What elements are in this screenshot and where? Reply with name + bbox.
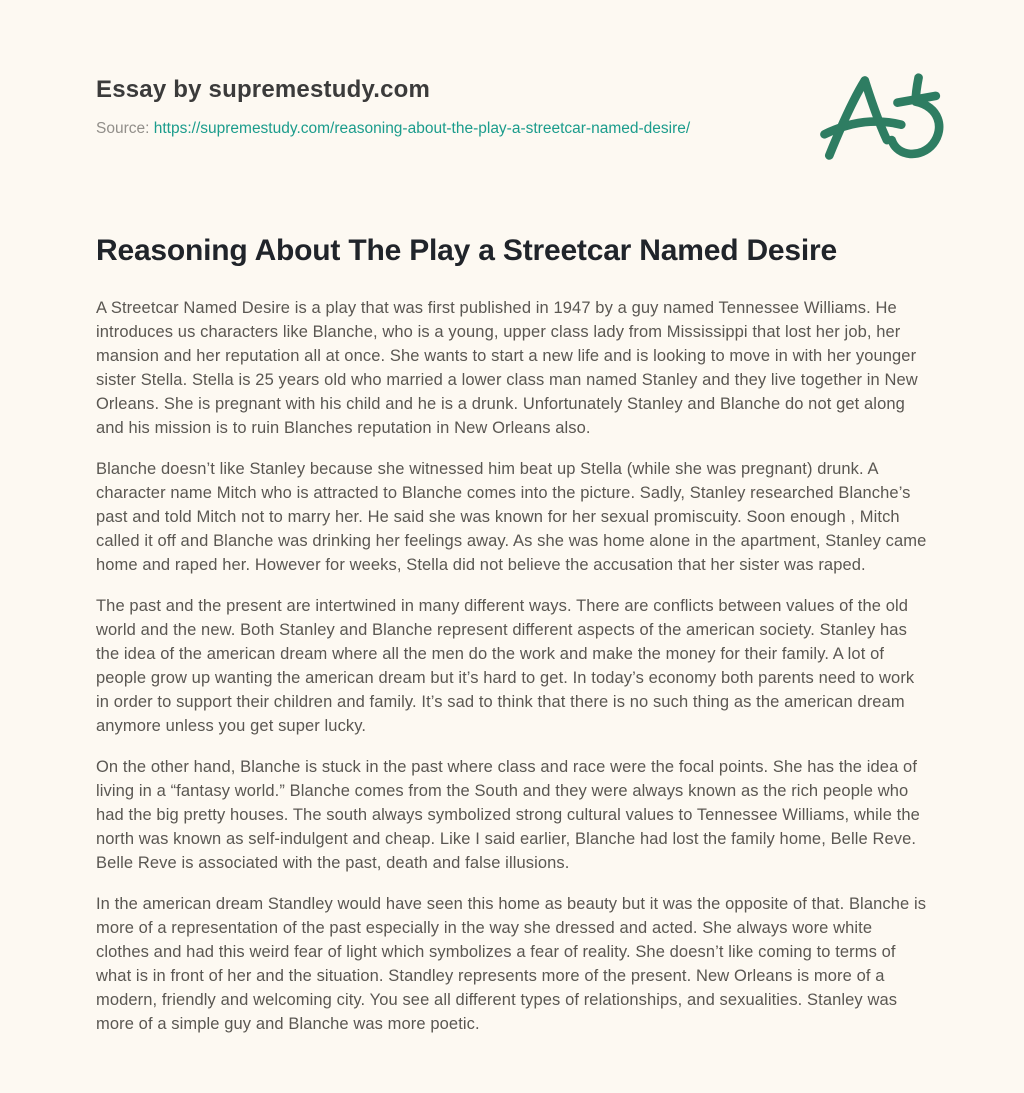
article-body xyxy=(96,296,928,1036)
site-title: Essay by supremestudy.com xyxy=(96,76,431,103)
source-url-link[interactable]: https://supremestudy.com/reasoning-about-the-play-a-streetcar-named-desire/ xyxy=(153,120,691,137)
source-label: Source: xyxy=(96,120,150,137)
a-plus-logo-icon xyxy=(816,70,952,166)
site-header xyxy=(96,76,928,138)
paragraph-1: A Streetcar Named Desire is a play that was first published in 1947 by a guy named Tennessee Williams. He introduces us characters like Blanche, who is a young, upper class lady from Mississippi that lost her job, her mansion and her reputation all at once. She wants to start a new life and is looking to move in with her younger sister Stella. Stella is 25 years old who married a lower class man named Stanley and they live together in New Orleans. She is pregnant with his child and he is a drunk. Unfortunately Stanley and Blanche do not get along and his mission is to ruin Blanches reputation in New Orleans also. xyxy=(96,299,918,437)
paragraph-3: The past and the present are intertwined in many different ways. There are conflicts between values of the old world and the new. Both Stanley and Blanche represent different aspects of the american society. Stanley has the idea of the american dream where all the men do the work and make the money for their family. A lot of people grow up wanting the american dream but it’s hard to get. In today’s economy both parents need to work in order to support their children and family. It’s sad to think that there is no such thing as the american dream anymore unless you get super lucky. xyxy=(96,597,915,735)
paragraph-5: In the american dream Standley would have seen this home as beauty but it was the opposite of that. Blanche is more of a representation of the past especially in the way she dressed and acted. She always wore white clothes and had this weird fear of light which symbolizes a fear of reality. She doesn’t like coming to terms of what is in front of her and the situation. Standley represents more of the present. New Orleans is more of a modern, friendly and welcoming city. You see all different types of relationships, and sexualities. Stanley was more of a simple guy and Blanche was more poetic. xyxy=(96,895,927,1033)
article-title: Reasoning About The Play a Streetcar Named Desire xyxy=(96,234,837,267)
source-line xyxy=(96,120,928,138)
paragraph-4: On the other hand, Blanche is stuck in the past where class and race were the focal points. She has the idea of living in a “fantasy world.” Blanche comes from the South and they were always known as the rich people who had the big pretty houses. The south always symbolized strong cultural values to Tennessee Williams, while the north was known as self-indulgent and cheap. Like I said earlier, Blanche had lost the family home, Belle Reve. Belle Reve is associated with the past, death and false illusions. xyxy=(96,758,920,872)
paragraph-2: Blanche doesn’t like Stanley because she witnessed him beat up Stella (while she was pregnant) drunk. A character name Mitch who is attracted to Blanche comes into the picture. Sadly, Stanley researched Blanche’s past and told Mitch not to marry her. He said she was known for her sexual promiscuity. Soon enough , Mitch called it off and Blanche was drinking her feelings away. As she was home alone in the apartment, Stanley came home and raped her. However for weeks, Stella did not believe the accusation that her sister was raped. xyxy=(96,460,927,574)
